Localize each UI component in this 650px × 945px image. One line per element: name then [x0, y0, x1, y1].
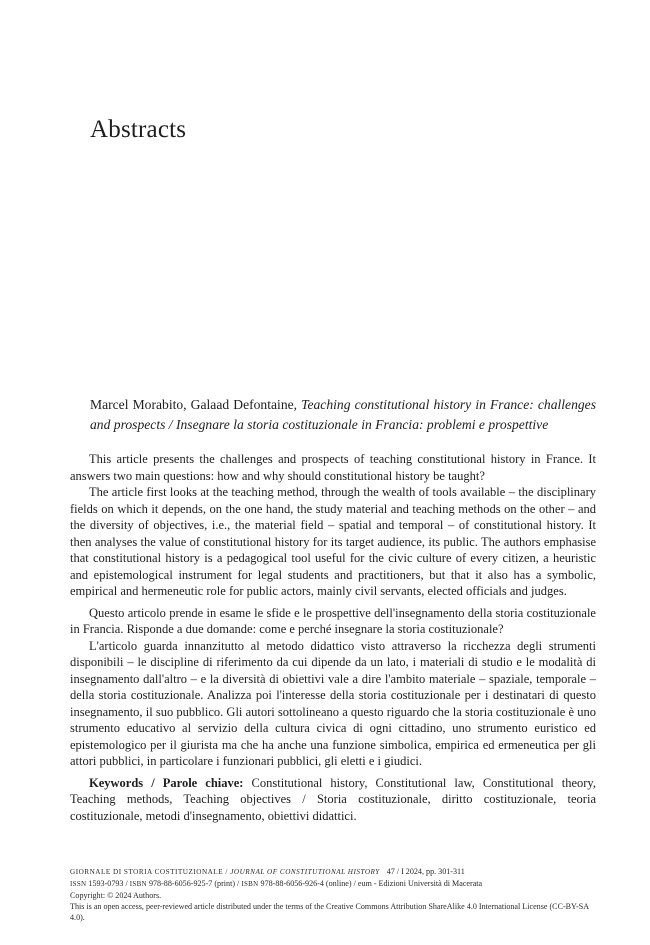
publisher: eum - Edizioni Università di Macerata — [357, 879, 483, 888]
keywords-label: Keywords / Parole chiave: — [89, 775, 244, 790]
abstract-en-paragraph: This article presents the challenges and prospects of teaching constitutional history in France. It answers two main questions: how and why should constitutional history be taught? — [70, 452, 596, 483]
keywords-text: Constitutional history, Constitutional law, Constitutional theory, Teaching methods, Teaching objectives / Storia costituzionale, diritto costituzionale, teoria costituzionale, metodi d'insegnamento, obiettivi didattici. — [70, 775, 596, 823]
isbn-label: ISBN — [241, 880, 259, 888]
abstract-body — [70, 451, 596, 824]
isbn-label: ISBN — [129, 880, 147, 888]
journal-line — [70, 866, 596, 878]
issn-line — [70, 878, 596, 890]
journal-name-it: GIORNALE DI STORIA COSTITUZIONALE / — [70, 868, 231, 876]
abstract-it-paragraph: L'articolo guarda innanzitutto al metodo didattico visto attraverso la ricchezza degli strumenti disponibili – le discipline di riferimento da cui dipende da un lato, i materiali di studio e le modalità di insegnamento dall'altro – e la diversità di obiettivi vale a dire l'ambito materiale – spaziale, temporale – della storia costituzionale. Analizza poi l'interesse della storia costituzionale per i destinatari di questo insegnamento, il suo pubblico. Gli autori sottolineano a questo riguardo che la storia costituzionale è uno strumento educativo al servizio della cultura civica di ogni cittadino, uno strumento euristico ed epistemologico per il giurista ma che ha anche una funzione simbolica, empirica ed ermeneutica per gli attori pubblici, in particolare i funzionari pubblici, gli eletti e i giudici. — [70, 638, 596, 768]
article-authors: Marcel Morabito, Galaad Defontaine, — [90, 397, 302, 412]
issn-value: 1593-0793 / — [86, 879, 130, 888]
abstract-it-paragraph: Questo articolo prende in esame le sfide e le prospettive dell'insegnamento della storia costituzionale in Francia. Risponde a due domande: come e perché insegnare la storia costituzionale? — [70, 605, 596, 636]
copyright: Copyright: © 2024 Authors. — [70, 891, 162, 900]
license-text: This is an open access, peer-reviewed article distributed under the terms of the Creative Commons Attribution ShareAlike 4.0 International License (CC-BY-SA 4.0). — [70, 902, 589, 922]
page-title: Abstracts — [90, 116, 187, 143]
journal-issue: 47 / I 2024, pp. 301-311 — [386, 867, 465, 876]
article-title: Teaching constitutional history in France: challenges and prospects / Insegnare la storia costituzionale in Francia: problemi e prospettive — [90, 397, 596, 432]
page-footer — [70, 866, 596, 923]
issn-label: ISSN — [70, 880, 87, 888]
keywords — [70, 775, 596, 825]
abstract-en-paragraph: The article first looks at the teaching method, through the wealth of tools available – the disciplinary fields on which it depends, on the one hand, the study material and teaching methods on the other – and the diversity of objectives, i.e., the material field – spatial and temporal – of constitutional history. It then analyses the value of constitutional history for its target audience, its public. The authors emphasise that constitutional history is a pedagogical tool useful for the civic culture of every citizen, a heuristic and epistemological instrument for legal students and practitioners, but that it also has a symbolic, empirical and hermeneutic role for public actors, mainly civil servants, elected officials and judges. — [70, 485, 596, 598]
isbn-online: 978-88-6056-926-4 (online) / — [258, 879, 358, 888]
article-citation — [90, 395, 596, 435]
isbn-print: 978-88-6056-925-7 (print) / — [146, 879, 242, 888]
journal-name-en: JOURNAL OF CONSTITUTIONAL HISTORY — [230, 868, 380, 876]
